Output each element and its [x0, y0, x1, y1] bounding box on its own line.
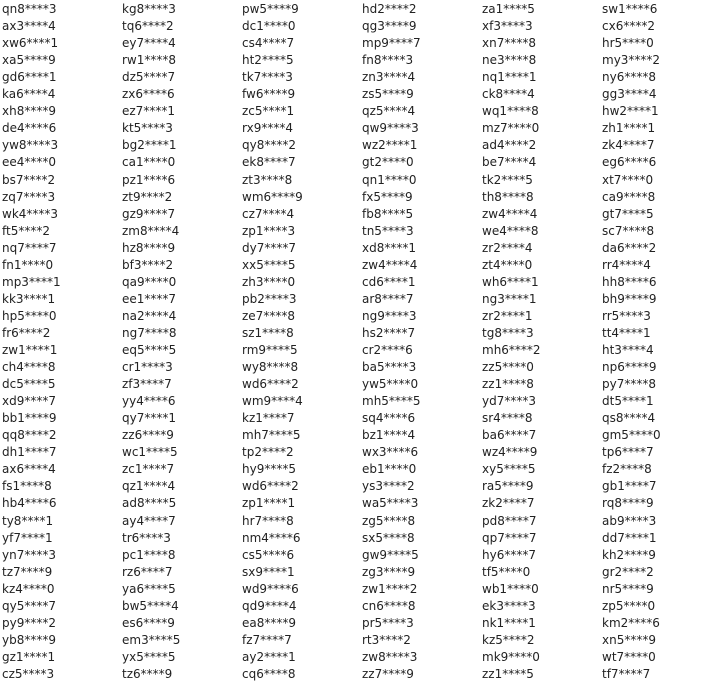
masked-code-entry: yx5****5	[122, 649, 176, 664]
masked-code-entry: pb2****3	[242, 291, 297, 306]
masked-code-entry: fs1****8	[2, 479, 52, 494]
masked-code-entry: fz7****7	[242, 632, 292, 647]
masked-code-entry: tf5****0	[482, 564, 531, 579]
masked-code-entry: mh7****5	[242, 428, 301, 443]
masked-code-entry: wb1****0	[482, 581, 539, 596]
masked-code-entry: xf3****3	[482, 19, 533, 34]
code-column	[0, 0, 120, 684]
masked-code-entry: qy8****2	[242, 138, 296, 153]
masked-code-entry: nr5****9	[602, 581, 654, 596]
masked-code-entry: yw5****0	[362, 377, 419, 392]
masked-code-entry: wz4****9	[482, 445, 538, 460]
masked-code-entry: fb8****5	[362, 206, 414, 221]
masked-code-entry: yy4****6	[122, 394, 176, 409]
masked-code-entry: wm9****4	[242, 394, 303, 409]
masked-code-entry: zh3****0	[242, 274, 296, 289]
masked-code-entry: kz1****7	[242, 411, 295, 426]
masked-code-entry: rt3****2	[362, 632, 411, 647]
masked-code-entry: hy9****5	[242, 462, 296, 477]
masked-code-entry: ba6****7	[482, 428, 537, 443]
masked-code-entry: ek8****7	[242, 155, 296, 170]
masked-code-entry: qp7****7	[482, 530, 537, 545]
masked-code-entry: qw9****3	[362, 121, 419, 136]
masked-code-entry: gd6****1	[2, 70, 57, 85]
masked-code-entry: gz1****1	[2, 649, 56, 664]
masked-code-entry: sc7****8	[602, 223, 655, 238]
masked-code-entry: wy8****8	[242, 360, 299, 375]
masked-code-entry: hw2****1	[602, 104, 659, 119]
masked-code-entry: zt9****2	[122, 189, 173, 204]
masked-code-entry: ey7****4	[122, 36, 176, 51]
masked-code-entry: mp9****7	[362, 36, 421, 51]
masked-code-entry: pw5****9	[242, 2, 299, 16]
masked-code-entry: np6****9	[602, 360, 657, 375]
masked-code-entry: xy5****5	[482, 462, 536, 477]
masked-code-entry: zz1****8	[482, 377, 534, 392]
masked-code-entry: ad4****2	[482, 138, 537, 153]
masked-code-entry: tq6****2	[122, 19, 174, 34]
masked-code-entry: zg5****8	[362, 513, 416, 528]
masked-code-entry: ca1****0	[122, 155, 176, 170]
masked-code-entry: fr6****2	[2, 325, 51, 340]
masked-code-entry: py7****8	[602, 377, 656, 392]
masked-code-entry: qa9****0	[122, 274, 177, 289]
masked-code-entry: kz5****2	[482, 632, 535, 647]
masked-code-entry: pd8****7	[482, 513, 537, 528]
masked-code-entry: wm6****9	[242, 189, 303, 204]
masked-code-entry: py9****2	[2, 615, 56, 630]
masked-code-entry: hr5****0	[602, 36, 654, 51]
masked-code-entry: xx5****5	[242, 257, 296, 272]
masked-code-entry: xt7****0	[602, 172, 654, 187]
masked-code-entry: sx5****8	[362, 530, 415, 545]
masked-code-entry: zc5****1	[242, 104, 295, 119]
masked-code-entry: ch4****8	[2, 360, 56, 375]
masked-code-entry: kh2****9	[602, 547, 656, 562]
masked-code-entry: mp3****1	[2, 274, 61, 289]
masked-code-entry: pr5****3	[362, 615, 414, 630]
masked-code-entry: kt5****3	[122, 121, 173, 136]
masked-code-entry: nk1****1	[482, 615, 536, 630]
masked-code-entry: dh1****7	[2, 445, 57, 460]
masked-code-entry: tk7****3	[242, 70, 293, 85]
masked-code-entry: kz4****0	[2, 581, 55, 596]
masked-code-entry: bs7****2	[2, 172, 56, 187]
masked-code-entry: es6****9	[122, 615, 175, 630]
masked-code-entry: nq7****7	[2, 240, 57, 255]
masked-code-entry: nm4****6	[242, 530, 301, 545]
masked-code-entry: zt4****0	[482, 257, 533, 272]
masked-code-entry: rm9****5	[242, 343, 298, 357]
masked-code-entry: wk4****3	[2, 206, 59, 221]
masked-code-entry: qy5****7	[2, 598, 56, 613]
masked-code-entry: tz6****9	[122, 666, 173, 681]
masked-code-entry: tp2****2	[242, 445, 294, 460]
masked-code-entry: cx6****2	[602, 19, 655, 34]
masked-code-entry: bf3****2	[122, 257, 174, 272]
masked-code-entry: ny6****8	[602, 70, 656, 85]
masked-code-entry: ek3****3	[482, 598, 536, 613]
masked-code-entry: yn7****3	[2, 547, 56, 562]
masked-code-entry: zz5****0	[482, 360, 534, 375]
masked-code-entry: bb1****9	[2, 411, 57, 426]
masked-code-entry: fw6****9	[242, 87, 296, 102]
masked-code-entry: gg3****4	[602, 87, 657, 102]
masked-code-entry: zr2****1	[482, 308, 533, 323]
masked-code-entry: ab9****3	[602, 513, 657, 528]
masked-code-entry: eb1****0	[362, 462, 417, 477]
masked-code-entry: ay4****7	[122, 513, 176, 528]
masked-code-entry: dc1****0	[242, 19, 296, 34]
masked-code-entry: dd7****1	[602, 530, 657, 545]
masked-code-entry: sq4****6	[362, 411, 416, 426]
masked-code-entry: yw8****3	[2, 138, 59, 153]
masked-code-entry: ht3****4	[602, 343, 654, 357]
masked-code-entry: hb4****6	[2, 496, 57, 511]
masked-code-entry: hd2****2	[362, 2, 417, 16]
masked-code-entry: tf7****7	[602, 666, 651, 681]
masked-code-entry: zc1****7	[122, 462, 175, 477]
masked-code-entry: my3****2	[602, 53, 661, 68]
masked-code-entry: tz7****9	[2, 564, 53, 579]
masked-code-entry: wx3****6	[362, 445, 419, 460]
masked-code-entry: em3****5	[122, 632, 181, 647]
masked-code-entry: tt4****1	[602, 325, 651, 340]
masked-code-entry: yd7****3	[482, 394, 536, 409]
masked-code-entry: hh8****6	[602, 274, 657, 289]
masked-code-entry: yf7****1	[2, 530, 53, 545]
masked-code-entry: rq8****9	[602, 496, 654, 511]
masked-code-entry: bw5****4	[122, 598, 179, 613]
masked-code-entry: zq7****3	[2, 189, 56, 204]
masked-code-entry: tk2****5	[482, 172, 533, 187]
masked-code-entry: bz1****4	[362, 428, 416, 443]
masked-code-entry: rr4****4	[602, 257, 651, 272]
masked-code-entry: nq1****1	[482, 70, 537, 85]
masked-code-entry: dz5****7	[122, 70, 176, 85]
masked-code-entry: zp5****0	[602, 598, 656, 613]
masked-code-entry: qs8****4	[602, 411, 656, 426]
masked-code-entry: ez7****1	[122, 104, 175, 119]
masked-code-entry: ze7****8	[242, 308, 295, 323]
masked-code-entry: qd9****4	[242, 598, 297, 613]
masked-code-entry: zs5****9	[362, 87, 414, 102]
masked-code-entry: zn3****4	[362, 70, 416, 85]
masked-code-entry: hp5****0	[2, 308, 57, 323]
masked-code-entry: wh6****1	[482, 274, 539, 289]
masked-code-entry: tp6****7	[602, 445, 654, 460]
masked-code-entry: mh6****2	[482, 343, 541, 357]
masked-code-entry: xa5****9	[2, 53, 56, 68]
masked-code-entry: gt2****0	[362, 155, 414, 170]
masked-code-entry: kg8****3	[122, 2, 176, 16]
masked-code-entry: rr5****3	[602, 308, 651, 323]
masked-code-entry: fn1****0	[2, 257, 54, 272]
masked-code-entry: ck8****4	[482, 87, 535, 102]
masked-code-entry: dy7****7	[242, 240, 296, 255]
masked-code-entry: de4****6	[2, 121, 57, 136]
masked-code-entry: xh8****9	[2, 104, 56, 119]
masked-code-entry: qy7****1	[122, 411, 176, 426]
masked-code-entry: qg3****9	[362, 19, 417, 34]
masked-code-entry: ya6****5	[122, 581, 176, 596]
masked-code-entry: ee1****7	[122, 291, 177, 306]
masked-code-entry: wq1****8	[482, 104, 539, 119]
masked-code-entry: we4****8	[482, 223, 539, 238]
masked-code-entry: zk2****7	[482, 496, 535, 511]
code-column	[120, 0, 240, 684]
masked-code-entry: wz2****1	[362, 138, 418, 153]
code-column	[360, 0, 480, 684]
masked-code-entry: qq8****2	[2, 428, 57, 443]
masked-code-entry: zw4****4	[482, 206, 538, 221]
masked-code-entry: xd8****1	[362, 240, 416, 255]
masked-code-entry: xn5****9	[602, 632, 656, 647]
masked-code-entry: hs2****7	[362, 325, 416, 340]
masked-code-entry: qn1****0	[362, 172, 417, 187]
masked-code-entry: sw1****6	[602, 2, 658, 16]
masked-code-entry: hz8****9	[122, 240, 176, 255]
masked-code-entry: za1****5	[482, 2, 535, 16]
masked-code-entry: zk4****7	[602, 138, 655, 153]
masked-code-entry: rz6****7	[122, 564, 173, 579]
masked-code-entry: sr4****8	[482, 411, 533, 426]
masked-code-entry: ys3****2	[362, 479, 415, 494]
masked-code-entry: ax6****4	[2, 462, 56, 477]
masked-code-entry: eq5****5	[122, 343, 177, 357]
masked-code-entry: ng3****1	[482, 291, 537, 306]
masked-code-entry: zg3****9	[362, 564, 416, 579]
code-column	[600, 0, 720, 684]
masked-code-entry: cz5****3	[2, 666, 55, 681]
masked-code-entry: km2****6	[602, 615, 660, 630]
masked-code-entry: fx5****9	[362, 189, 413, 204]
masked-code-entry: ay2****1	[242, 649, 296, 664]
masked-code-entry: qn8****3	[2, 2, 57, 16]
masked-code-entry: wt7****0	[602, 649, 656, 664]
masked-code-entry: zw1****1	[2, 343, 58, 357]
masked-code-entry: zz6****9	[122, 428, 174, 443]
masked-code-entry: qz1****4	[122, 479, 176, 494]
masked-code-entry: ca9****8	[602, 189, 656, 204]
masked-code-entry: bg2****1	[122, 138, 177, 153]
masked-code-entry: wd6****2	[242, 377, 299, 392]
masked-code-entry: zz1****5	[482, 666, 534, 681]
masked-code-entry: hy6****7	[482, 547, 536, 562]
masked-code-entry: wd6****2	[242, 479, 299, 494]
masked-code-entry: hr7****8	[242, 513, 294, 528]
masked-code-entry: cr1****3	[122, 360, 173, 375]
masked-code-entry: tr6****3	[122, 530, 171, 545]
masked-code-entry: pc1****8	[122, 547, 176, 562]
masked-code-entry: ng7****8	[122, 325, 177, 340]
masked-code-entry: zp1****3	[242, 223, 296, 238]
masked-code-entry: zw8****3	[362, 649, 418, 664]
masked-code-entry: cz7****4	[242, 206, 295, 221]
masked-code-entry: bh9****9	[602, 291, 657, 306]
masked-code-entry: zt3****8	[242, 172, 293, 187]
masked-code-entry: xd9****7	[2, 394, 56, 409]
masked-code-entry: gm5****0	[602, 428, 661, 443]
masked-code-entry: xw6****1	[2, 36, 59, 51]
masked-code-entry: rx9****4	[242, 121, 293, 136]
masked-code-entry: ka6****4	[2, 87, 56, 102]
masked-code-entry: zw4****4	[362, 257, 418, 272]
masked-code-entry: ax3****4	[2, 19, 56, 34]
masked-code-entry: zp1****1	[242, 496, 296, 511]
masked-code-entry: ra5****9	[482, 479, 534, 494]
masked-code-entry: gb1****7	[602, 479, 657, 494]
masked-code-entry: ht2****5	[242, 53, 294, 68]
masked-code-entry: ft5****2	[2, 223, 50, 238]
masked-code-entry: be7****4	[482, 155, 537, 170]
masked-code-entry: qz5****4	[362, 104, 416, 119]
masked-code-entry: tg8****3	[482, 325, 534, 340]
masked-code-entry: zx6****6	[122, 87, 175, 102]
masked-code-entry: ar8****7	[362, 291, 414, 306]
masked-code-entry: ea8****9	[242, 615, 297, 630]
masked-code-entry: ee4****0	[2, 155, 57, 170]
masked-code-entry: ne3****8	[482, 53, 537, 68]
masked-code-entry: ng9****3	[362, 308, 417, 323]
masked-code-entry: gt7****5	[602, 206, 654, 221]
masked-code-entry: kk3****1	[2, 291, 56, 306]
masked-code-entry: cs5****6	[242, 547, 295, 562]
masked-code-entry: wa5****3	[362, 496, 419, 511]
masked-code-entry: xn7****8	[482, 36, 536, 51]
masked-code-entry: gr2****2	[602, 564, 654, 579]
masked-code-entry: yb8****9	[2, 632, 56, 647]
masked-code-entry: fz2****8	[602, 462, 652, 477]
masked-code-entry: mz7****0	[482, 121, 540, 136]
masked-code-entry: tn5****3	[362, 223, 414, 238]
masked-code-entry: rw1****8	[122, 53, 177, 68]
masked-code-entry: da6****2	[602, 240, 657, 255]
masked-code-entry: ba5****3	[362, 360, 417, 375]
masked-code-entry: cr2****6	[362, 343, 413, 357]
masked-code-entry: cs4****7	[242, 36, 295, 51]
masked-code-entry: cd6****1	[362, 274, 416, 289]
masked-code-entry: dt5****1	[602, 394, 654, 409]
masked-code-entry: fn8****3	[362, 53, 414, 68]
masked-code-entry: pz1****6	[122, 172, 176, 187]
code-column	[480, 0, 600, 684]
code-column	[240, 0, 360, 684]
masked-code-entry: mk9****0	[482, 649, 540, 664]
masked-code-entry: cn6****8	[362, 598, 416, 613]
masked-code-entry: gz9****7	[122, 206, 176, 221]
masked-code-entry: zh1****1	[602, 121, 656, 136]
masked-code-entry: zr2****4	[482, 240, 533, 255]
masked-code-entry: sz1****8	[242, 325, 294, 340]
masked-code-entry: zf3****7	[122, 377, 172, 392]
masked-code-entry: zz7****9	[362, 666, 414, 681]
masked-code-entry: zm8****4	[122, 223, 180, 238]
masked-code-entry: wc1****5	[122, 445, 178, 460]
masked-code-entry: zw1****2	[362, 581, 418, 596]
masked-code-entry: ad8****5	[122, 496, 177, 511]
masked-code-entry: dc5****5	[2, 377, 56, 392]
masked-code-entry: na2****4	[122, 308, 177, 323]
masked-code-entry: cq6****8	[242, 666, 296, 681]
masked-code-entry: eg6****6	[602, 155, 657, 170]
masked-code-entry: wd9****6	[242, 581, 299, 596]
masked-code-entry: ty8****1	[2, 513, 54, 528]
masked-code-entry: gw9****5	[362, 547, 419, 562]
masked-code-entry: mh5****5	[362, 394, 421, 409]
masked-code-entry: sx9****1	[242, 564, 295, 579]
masked-code-entry: th8****8	[482, 189, 534, 204]
